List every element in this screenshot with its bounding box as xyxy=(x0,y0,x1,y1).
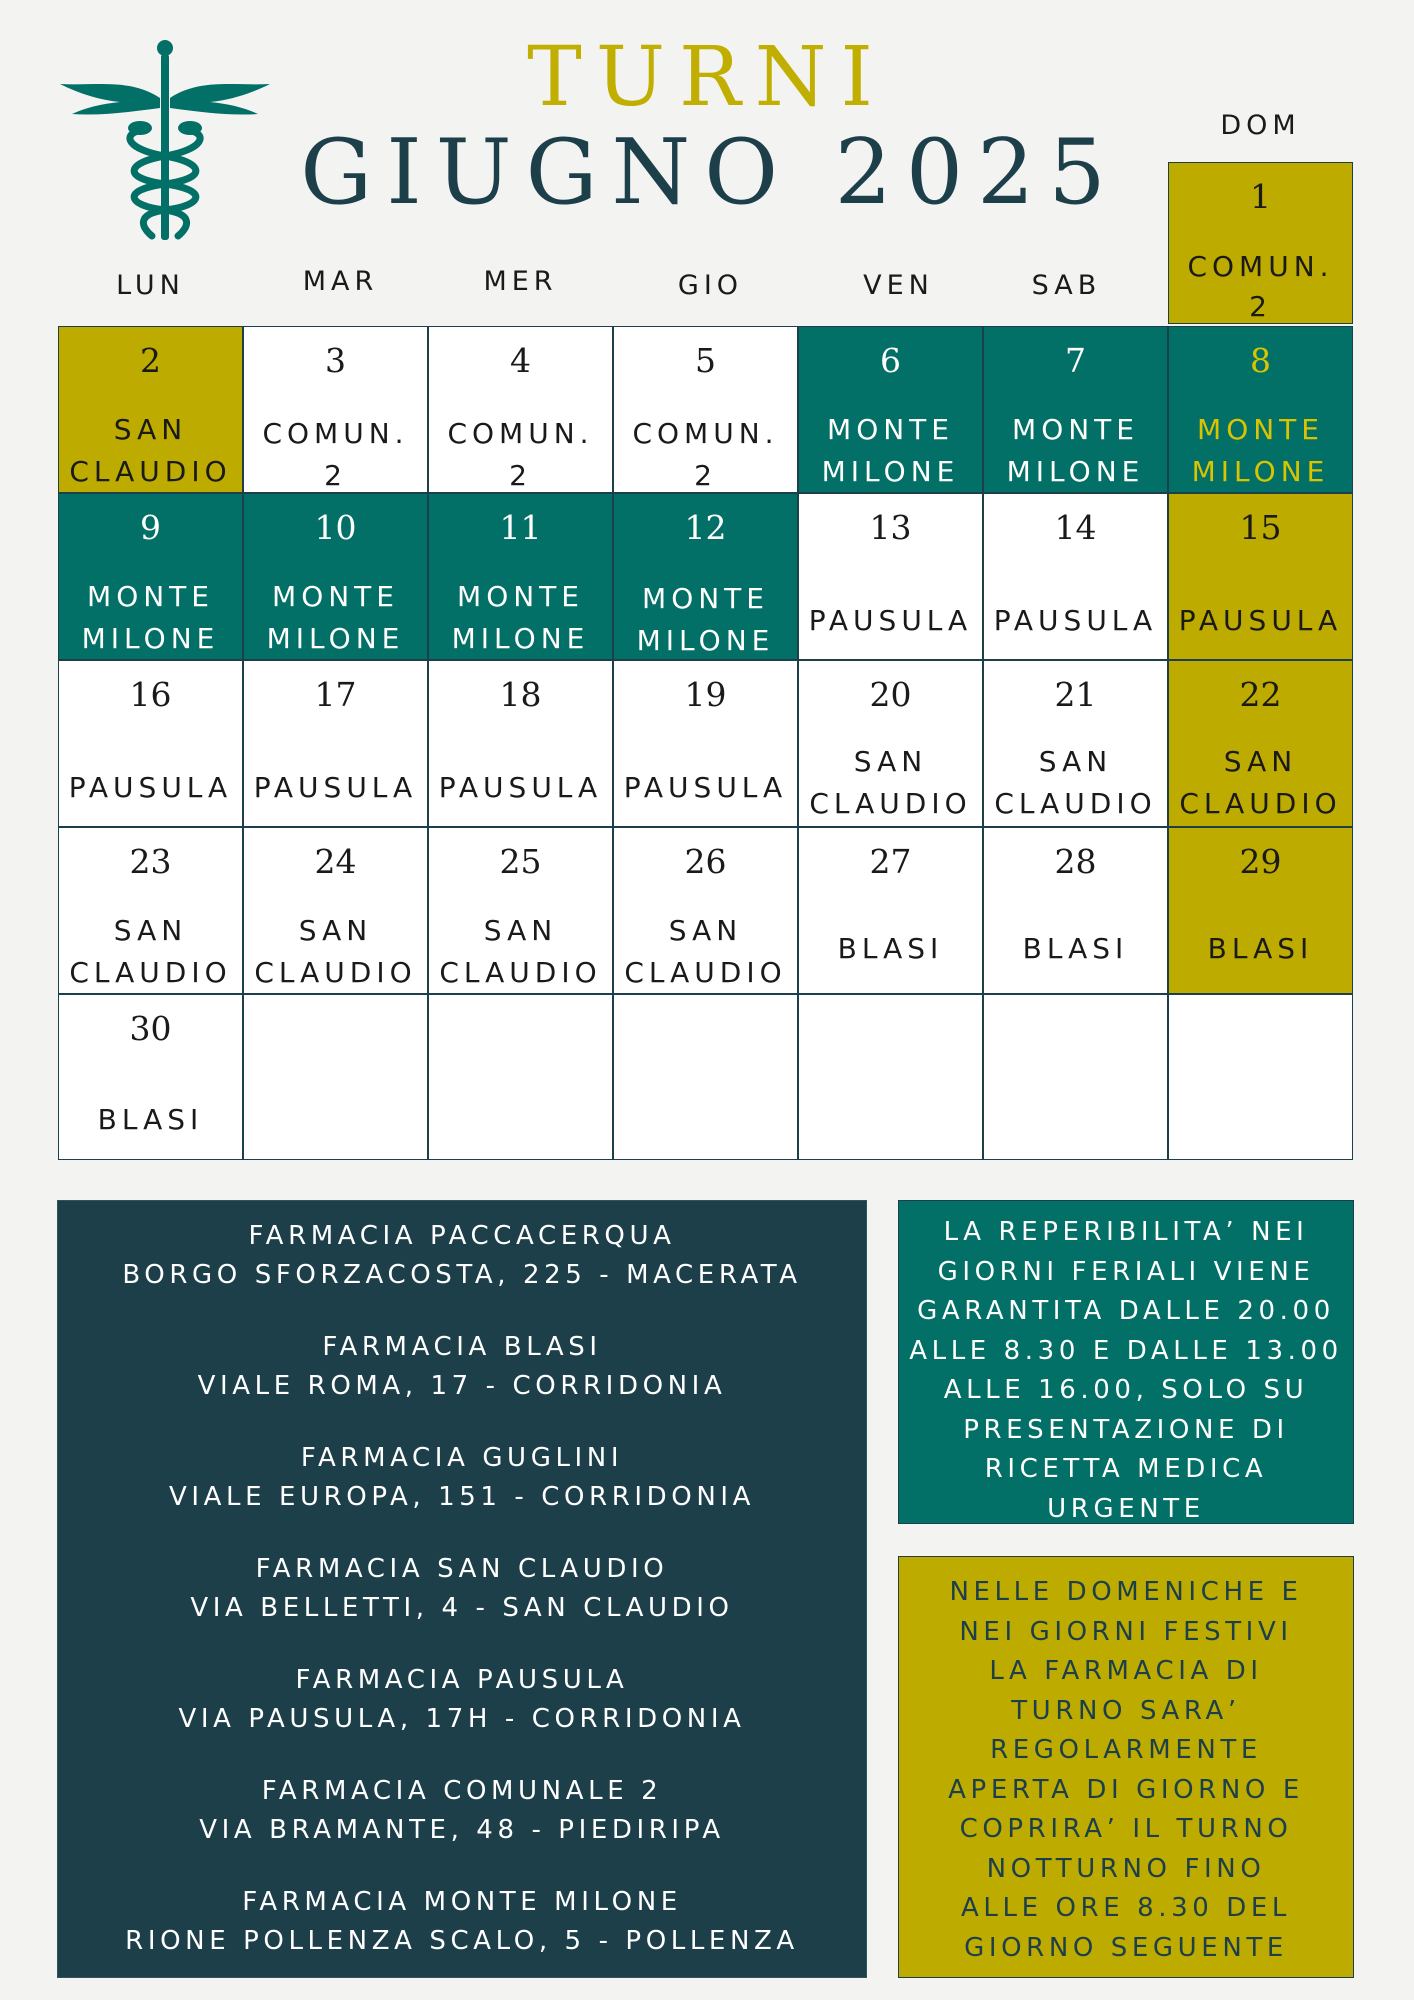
day-number: 23 xyxy=(129,842,172,881)
duty-pharmacy: MONTE MILONE xyxy=(1006,413,1145,488)
note-line: ALLE ORE 8.30 DEL xyxy=(961,1893,1291,1923)
pharmacy-name: FARMACIA PAUSULA xyxy=(295,1665,629,1695)
pharmacy-name: FARMACIA COMUNALE 2 xyxy=(261,1776,663,1806)
duty-pharmacy: MONTE MILONE xyxy=(636,582,775,657)
duty-pharmacy: PAUSULA xyxy=(808,604,973,637)
weekday-wed: MER xyxy=(483,266,558,297)
note-line: PRESENTAZIONE DI xyxy=(963,1414,1289,1445)
pharmacy-name: FARMACIA MONTE MILONE xyxy=(242,1887,682,1917)
note-line: APERTA DI GIORNO E xyxy=(948,1774,1304,1805)
holiday-availability-note xyxy=(898,1556,1354,1978)
day-number: 18 xyxy=(499,675,542,714)
note-line: GIORNO SEGUENTE xyxy=(964,1932,1288,1963)
duty-pharmacy: SAN CLAUDIO xyxy=(809,745,972,820)
calendar-day-15 xyxy=(1168,493,1353,660)
calendar-day-2 xyxy=(58,326,243,493)
calendar-day-6 xyxy=(798,326,983,493)
duty-pharmacy: PAUSULA xyxy=(623,771,788,804)
day-number: 22 xyxy=(1239,675,1282,714)
calendar-empty-cell xyxy=(983,994,1168,1160)
calendar-day-16 xyxy=(58,660,243,827)
page-subtitle: GIUGNO 2025 xyxy=(300,120,1120,225)
note-line: LA REPERIBILITA’ NEI xyxy=(943,1217,1309,1247)
calendar-day-10 xyxy=(243,493,428,660)
duty-pharmacy: MONTE MILONE xyxy=(821,413,960,488)
calendar-day-18 xyxy=(428,660,613,827)
day-number: 12 xyxy=(684,508,727,547)
duty-pharmacy: MONTE MILONE xyxy=(451,580,590,655)
calendar-day-12 xyxy=(613,493,798,660)
day-number: 3 xyxy=(325,341,346,380)
duty-pharmacy: MONTE MILONE xyxy=(1191,413,1330,488)
day-number: 17 xyxy=(314,675,357,714)
calendar-day-1 xyxy=(1168,162,1353,324)
duty-pharmacy: PAUSULA xyxy=(1178,604,1343,637)
duty-pharmacy: SAN CLAUDIO xyxy=(439,914,602,989)
day-number: 25 xyxy=(499,842,542,881)
day-number: 9 xyxy=(140,508,161,547)
day-number: 13 xyxy=(869,508,912,547)
duty-pharmacy: PAUSULA xyxy=(253,771,418,804)
calendar-day-3 xyxy=(243,326,428,493)
duty-pharmacy: SAN CLAUDIO xyxy=(624,914,787,989)
calendar-day-17 xyxy=(243,660,428,827)
weekday-mon: LUN xyxy=(116,270,185,301)
day-number: 20 xyxy=(869,675,912,714)
day-number: 5 xyxy=(695,341,716,380)
note-line: NELLE DOMENICHE E xyxy=(949,1577,1303,1607)
day-number: 26 xyxy=(684,842,727,881)
duty-pharmacy: BLASI xyxy=(1022,932,1129,965)
note-line: URGENTE xyxy=(1047,1493,1205,1524)
calendar-day-11 xyxy=(428,493,613,660)
duty-pharmacy: SAN CLAUDIO xyxy=(69,413,232,488)
calendar-day-30 xyxy=(58,994,243,1160)
note-line: NEI GIORNI FESTIVI xyxy=(959,1616,1293,1647)
note-line: LA FARMACIA DI xyxy=(989,1656,1263,1686)
duty-pharmacy: PAUSULA xyxy=(68,771,233,804)
day-number: 27 xyxy=(869,842,912,881)
day-number: 8 xyxy=(1250,341,1271,380)
day-number: 15 xyxy=(1239,508,1282,547)
pharmacy-name: FARMACIA PACCACERQUA xyxy=(248,1221,676,1251)
duty-pharmacy: MONTE MILONE xyxy=(81,580,220,655)
pharmacy-entry xyxy=(58,1883,866,1961)
calendar-day-24 xyxy=(243,827,428,994)
pharmacy-address: VIA PAUSULA, 17H - CORRIDONIA xyxy=(178,1704,746,1734)
pharmacy-entry xyxy=(58,1439,866,1517)
calendar-day-29 xyxy=(1168,827,1353,994)
calendar-day-23 xyxy=(58,827,243,994)
pharmacy-name: FARMACIA GUGLINI xyxy=(300,1443,624,1473)
day-number: 30 xyxy=(129,1009,172,1048)
pharmacy-name: FARMACIA BLASI xyxy=(322,1332,602,1362)
duty-pharmacy: BLASI xyxy=(97,1103,204,1136)
calendar-day-5 xyxy=(613,326,798,493)
duty-pharmacy: COMUN. 2 xyxy=(447,417,594,492)
note-line: RICETTA MEDICA xyxy=(984,1454,1268,1484)
pharmacy-entry xyxy=(58,1550,866,1628)
duty-pharmacy: SAN CLAUDIO xyxy=(1179,745,1342,820)
calendar-empty-cell xyxy=(798,994,983,1160)
pharmacy-name: FARMACIA SAN CLAUDIO xyxy=(255,1554,669,1584)
weekday-tue: MAR xyxy=(302,266,379,297)
day-number: 24 xyxy=(314,842,357,881)
pharmacy-entry xyxy=(58,1661,866,1739)
calendar-day-9 xyxy=(58,493,243,660)
page-title: TURNI xyxy=(527,30,887,125)
note-line: GARANTITA DALLE 20.00 xyxy=(917,1296,1335,1326)
day-number: 21 xyxy=(1054,675,1097,714)
duty-pharmacy: SAN CLAUDIO xyxy=(254,914,417,989)
calendar-day-13 xyxy=(798,493,983,660)
day-number: 11 xyxy=(499,508,542,547)
pharmacy-address: VIALE ROMA, 17 - CORRIDONIA xyxy=(197,1371,727,1401)
day-number: 14 xyxy=(1054,508,1097,547)
weekday-thu: GIO xyxy=(677,270,744,301)
duty-pharmacy: MONTE MILONE xyxy=(266,580,405,655)
pharmacy-address: RIONE POLLENZA SCALO, 5 - POLLENZA xyxy=(125,1926,799,1956)
calendar-day-27 xyxy=(798,827,983,994)
note-line: ALLE 8.30 E DALLE 13.00 xyxy=(909,1335,1343,1366)
day-number: 1 xyxy=(1250,177,1271,216)
calendar-day-28 xyxy=(983,827,1168,994)
pharmacy-address: VIA BRAMANTE, 48 - PIEDIRIPA xyxy=(199,1815,725,1845)
day-number: 10 xyxy=(314,508,357,547)
duty-pharmacy: COMUN. 2 xyxy=(632,417,779,492)
day-number: 16 xyxy=(129,675,172,714)
calendar-day-4 xyxy=(428,326,613,493)
note-line: ALLE 16.00, SOLO SU xyxy=(943,1375,1309,1405)
calendar-empty-cell xyxy=(613,994,798,1160)
calendar-empty-cell xyxy=(428,994,613,1160)
weekday-sat: SAB xyxy=(1031,270,1102,301)
day-number: 6 xyxy=(880,341,901,380)
calendar-day-22 xyxy=(1168,660,1353,827)
calendar-day-7 xyxy=(983,326,1168,493)
calendar-day-19 xyxy=(613,660,798,827)
duty-pharmacy: COMUN. 2 xyxy=(1187,250,1334,323)
duty-pharmacy: BLASI xyxy=(837,932,944,965)
calendar-day-8 xyxy=(1168,326,1353,493)
day-number: 29 xyxy=(1239,842,1282,881)
pharmacy-address: VIA BELLETTI, 4 - SAN CLAUDIO xyxy=(190,1593,734,1623)
duty-pharmacy: PAUSULA xyxy=(438,771,603,804)
duty-pharmacy: SAN CLAUDIO xyxy=(69,914,232,989)
note-line: GIORNI FERIALI VIENE xyxy=(937,1256,1315,1287)
pharmacy-list xyxy=(57,1200,867,1978)
note-line: NOTTURNO FINO xyxy=(986,1853,1266,1884)
day-number: 28 xyxy=(1054,842,1097,881)
day-number: 7 xyxy=(1065,341,1086,380)
calendar-day-26 xyxy=(613,827,798,994)
calendar-day-21 xyxy=(983,660,1168,827)
calendar-empty-cell xyxy=(1168,994,1353,1160)
weekday-sun: DOM xyxy=(1220,110,1301,141)
duty-pharmacy: COMUN. 2 xyxy=(262,417,409,492)
day-number: 4 xyxy=(510,341,531,380)
calendar-day-14 xyxy=(983,493,1168,660)
pharmacy-entry xyxy=(58,1772,866,1850)
pharmacy-entry xyxy=(58,1328,866,1406)
duty-pharmacy: PAUSULA xyxy=(993,604,1158,637)
note-line: COPRIRA’ IL TURNO xyxy=(959,1814,1293,1844)
pharmacy-entry xyxy=(58,1217,866,1295)
calendar-empty-cell xyxy=(243,994,428,1160)
pharmacy-address: BORGO SFORZACOSTA, 225 - MACERATA xyxy=(122,1260,802,1290)
pharmacy-address: VIALE EUROPA, 151 - CORRIDONIA xyxy=(168,1482,756,1512)
weekday-availability-note xyxy=(898,1200,1354,1524)
duty-pharmacy: BLASI xyxy=(1207,932,1314,965)
note-line: REGOLARMENTE xyxy=(990,1735,1262,1765)
duty-pharmacy: SAN CLAUDIO xyxy=(994,745,1157,820)
weekday-fri: VEN xyxy=(863,270,934,301)
day-number: 19 xyxy=(684,675,727,714)
note-line: TURNO SARA’ xyxy=(1011,1695,1241,1726)
calendar-day-25 xyxy=(428,827,613,994)
calendar-day-20 xyxy=(798,660,983,827)
day-number: 2 xyxy=(140,341,161,380)
